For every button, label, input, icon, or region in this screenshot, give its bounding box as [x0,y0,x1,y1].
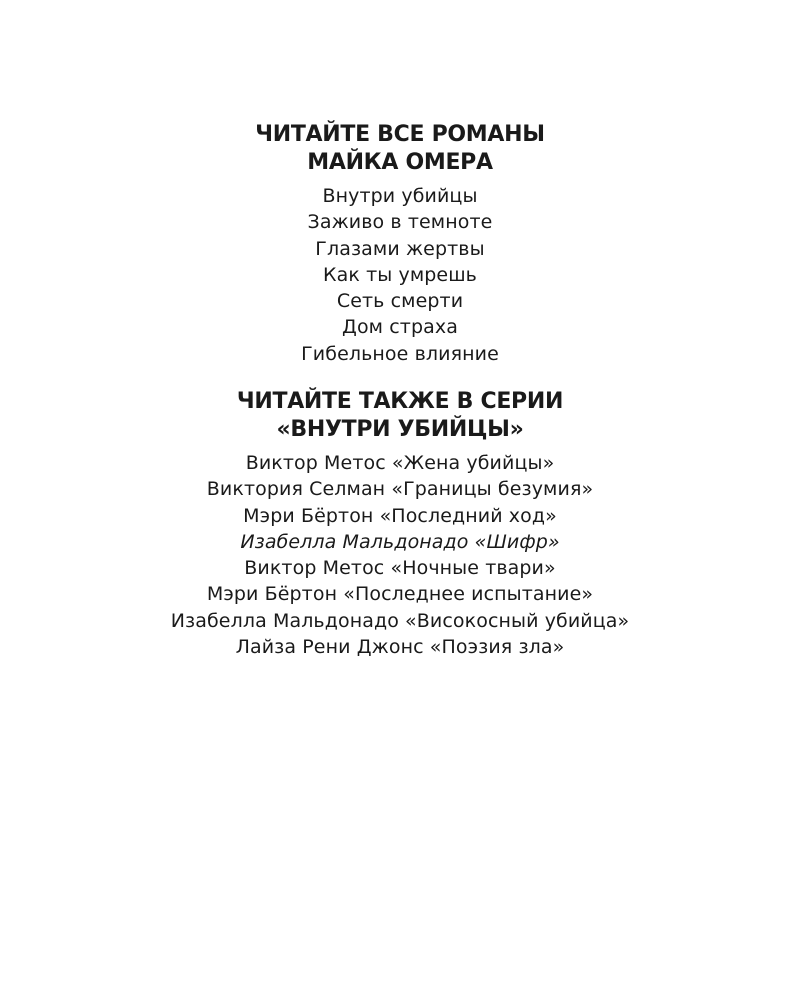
series-book-entry: Виктория Селман «Границы безумия» [206,478,594,501]
series-book-entry: Мэри Бёртон «Последний ход» [243,504,557,527]
series-book-entry: Лайза Рени Джонс «Поэзия зла» [235,636,565,659]
series-heading [0,388,800,444]
author-novels-section [0,121,800,367]
heading-line: ЧИТАЙТЕ ВСЕ РОМАНЫ [255,122,545,147]
book-title: Как ты умрешь [323,263,477,286]
heading-line: ЧИТАЙТЕ ТАКЖЕ В СЕРИИ [236,389,564,414]
book-title: Сеть смерти [336,290,464,313]
series-book-entry: Изабелла Мальдонадо «Шифр» [240,530,560,553]
series-books-list [0,450,800,660]
book-title: Гибельное влияние [301,342,499,365]
series-book-entry: Изабелла Мальдонадо «Високосный убийца» [170,609,630,632]
series-book-entry: Виктор Метос «Ночные твари» [244,557,556,580]
series-book-entry: Виктор Метос «Жена убийцы» [245,452,555,474]
author-novels-list [0,183,800,367]
series-book-entry: Мэри Бёртон «Последнее испытание» [206,583,594,606]
series-section [0,388,800,660]
book-title: Глазами жертвы [315,237,485,260]
book-title: Заживо в темноте [307,211,493,234]
heading-line: «ВНУТРИ УБИЙЦЫ» [276,417,524,442]
author-novels-heading [0,121,800,177]
heading-line: МАЙКА ОМЕРА [307,150,493,175]
book-title: Дом страха [342,316,458,339]
book-title: Внутри убийцы [322,185,478,207]
